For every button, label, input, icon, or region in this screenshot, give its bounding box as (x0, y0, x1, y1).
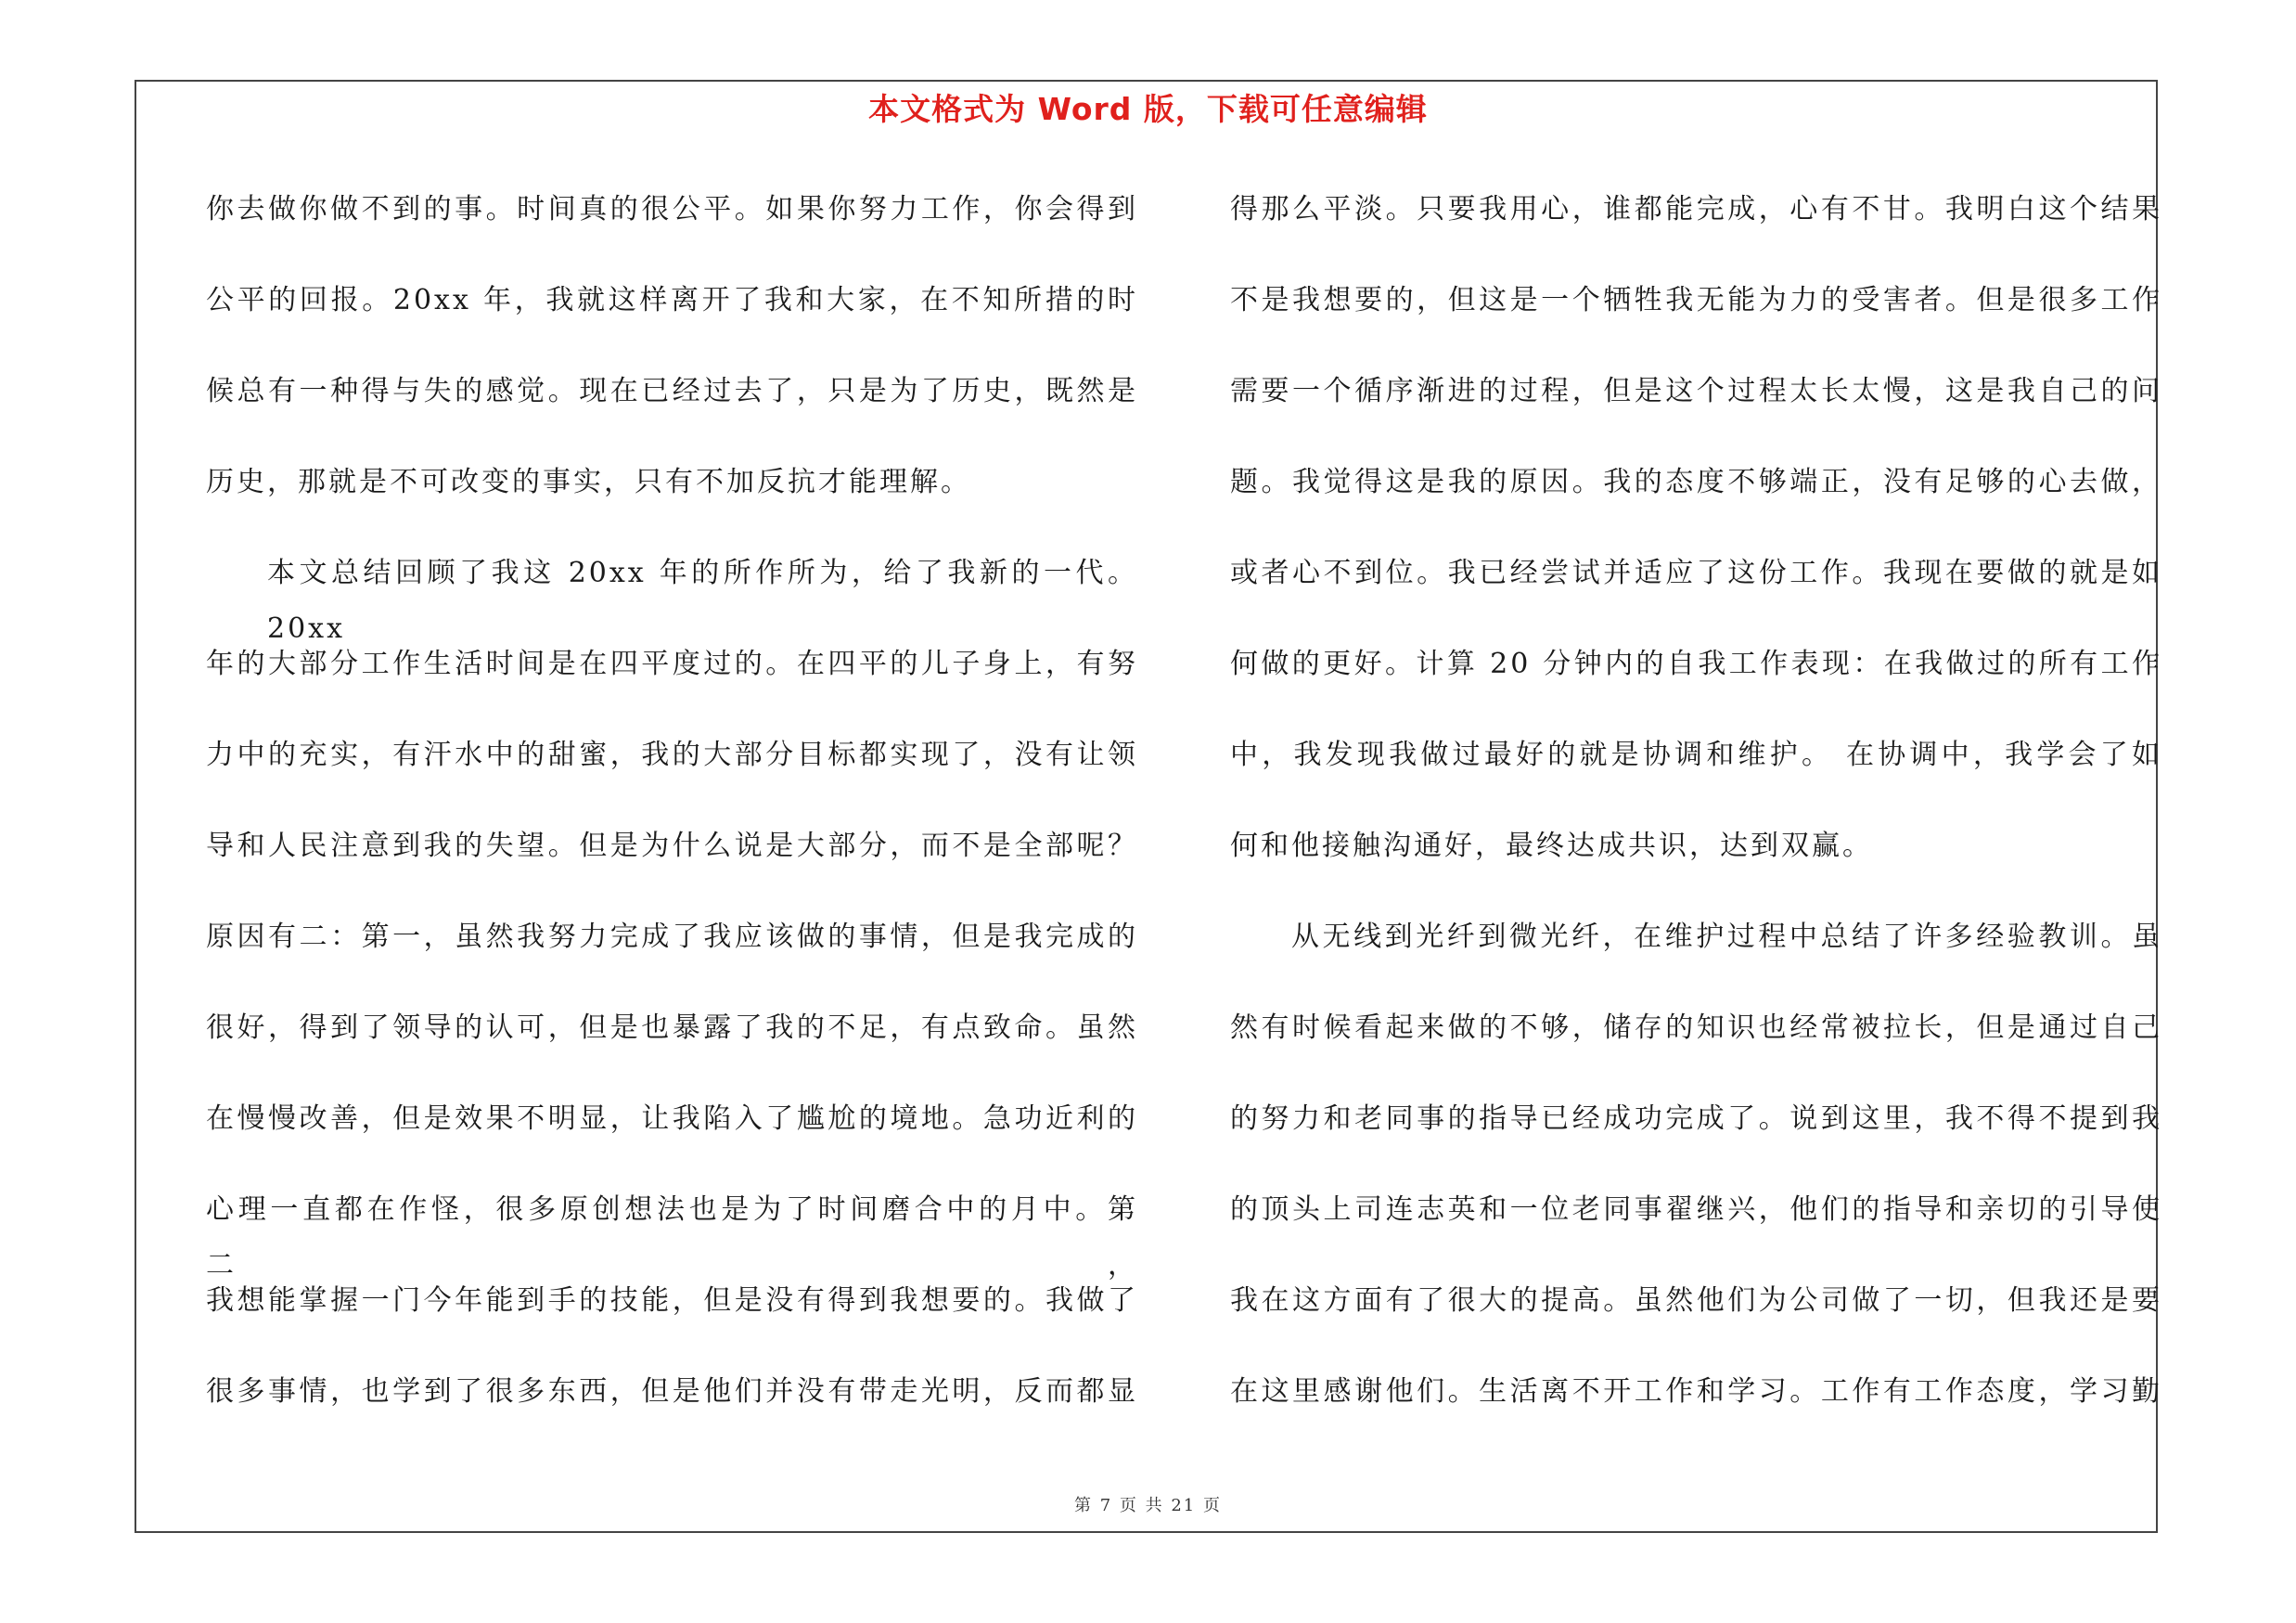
text-line: 心理一直都在作怪，很多原创想法也是为了时间磨合中的月中。第二， (206, 1193, 1138, 1282)
text-line: 在慢慢改善，但是效果不明显，让我陷入了尴尬的境地。急功近利的 (206, 1102, 1138, 1135)
text-line: 在这里感谢他们。生活离不开工作和学习。工作有工作态度，学习勤 (1230, 1375, 2162, 1408)
text-line: 得那么平淡。只要我用心，谁都能完成，心有不甘。我明白这个结果 (1230, 193, 2162, 225)
text-line: 然有时候看起来做的不够，储存的知识也经常被拉长，但是通过自己 (1230, 1011, 2162, 1044)
text-line: 我想能掌握一门今年能到手的技能，但是没有得到我想要的。我做了 (206, 1284, 1138, 1317)
text-line: 本文总结回顾了我这 20xx 年的所作所为，给了我新的一代。20xx (267, 557, 1138, 645)
text-line: 何和他接触沟通好，最终达成共识，达到双赢。 (1230, 830, 1873, 862)
text-line: 从无线到光纤到微光纤，在维护过程中总结了许多经验教训。虽 (1291, 921, 2162, 953)
text-line: 导和人民注意到我的失望。但是为什么说是大部分，而不是全部呢？ (206, 830, 1138, 862)
text-line: 的努力和老同事的指导已经成功完成了。说到这里，我不得不提到我 (1230, 1102, 2162, 1135)
left-column (206, 182, 1138, 1455)
text-line: 原因有二：第一，虽然我努力完成了我应该做的事情，但是我完成的 (206, 921, 1138, 953)
text-line: 力中的充实，有汗水中的甜蜜，我的大部分目标都实现了，没有让领 (206, 739, 1138, 771)
text-line: 何做的更好。计算 20 分钟内的自我工作表现：在我做过的所有工作 (1230, 648, 2162, 680)
right-column (1230, 182, 2162, 1455)
edit-notice-banner: 本文格式为 Word 版，下载可任意编辑 (868, 91, 1428, 127)
page-number-footer: 第 7 页 共 21 页 (1074, 1496, 1222, 1515)
text-line: 我在这方面有了很大的提高。虽然他们为公司做了一切，但我还是要 (1230, 1284, 2162, 1317)
text-line: 需要一个循序渐进的过程，但是这个过程太长太慢，这是我自己的问 (1230, 375, 2162, 407)
text-line: 题。我觉得这是我的原因。我的态度不够端正，没有足够的心去做， (1230, 466, 2162, 498)
text-line: 不是我想要的，但这是一个牺牲我无能为力的受害者。但是很多工作 (1230, 284, 2162, 316)
text-line: 你去做你做不到的事。时间真的很公平。如果你努力工作，你会得到 (206, 193, 1138, 225)
text-line: 很多事情，也学到了很多东西，但是他们并没有带走光明，反而都显 (206, 1375, 1138, 1408)
text-line: 公平的回报。20xx 年，我就这样离开了我和大家，在不知所措的时 (206, 284, 1138, 316)
text-line: 历史，那就是不可改变的事实，只有不加反抗才能理解。 (206, 466, 971, 498)
text-line: 候总有一种得与失的感觉。现在已经过去了，只是为了历史，既然是 (206, 375, 1138, 407)
text-line: 中，我发现我做过最好的就是协调和维护。 在协调中，我学会了如 (1230, 739, 2162, 771)
text-line: 很好，得到了领导的认可，但是也暴露了我的不足，有点致命。虽然 (206, 1011, 1138, 1044)
text-line: 年的大部分工作生活时间是在四平度过的。在四平的儿子身上，有努 (206, 648, 1138, 680)
text-line: 或者心不到位。我已经尝试并适应了这份工作。我现在要做的就是如 (1230, 557, 2162, 589)
text-line: 的顶头上司连志英和一位老同事翟继兴，他们的指导和亲切的引导使 (1230, 1193, 2162, 1226)
